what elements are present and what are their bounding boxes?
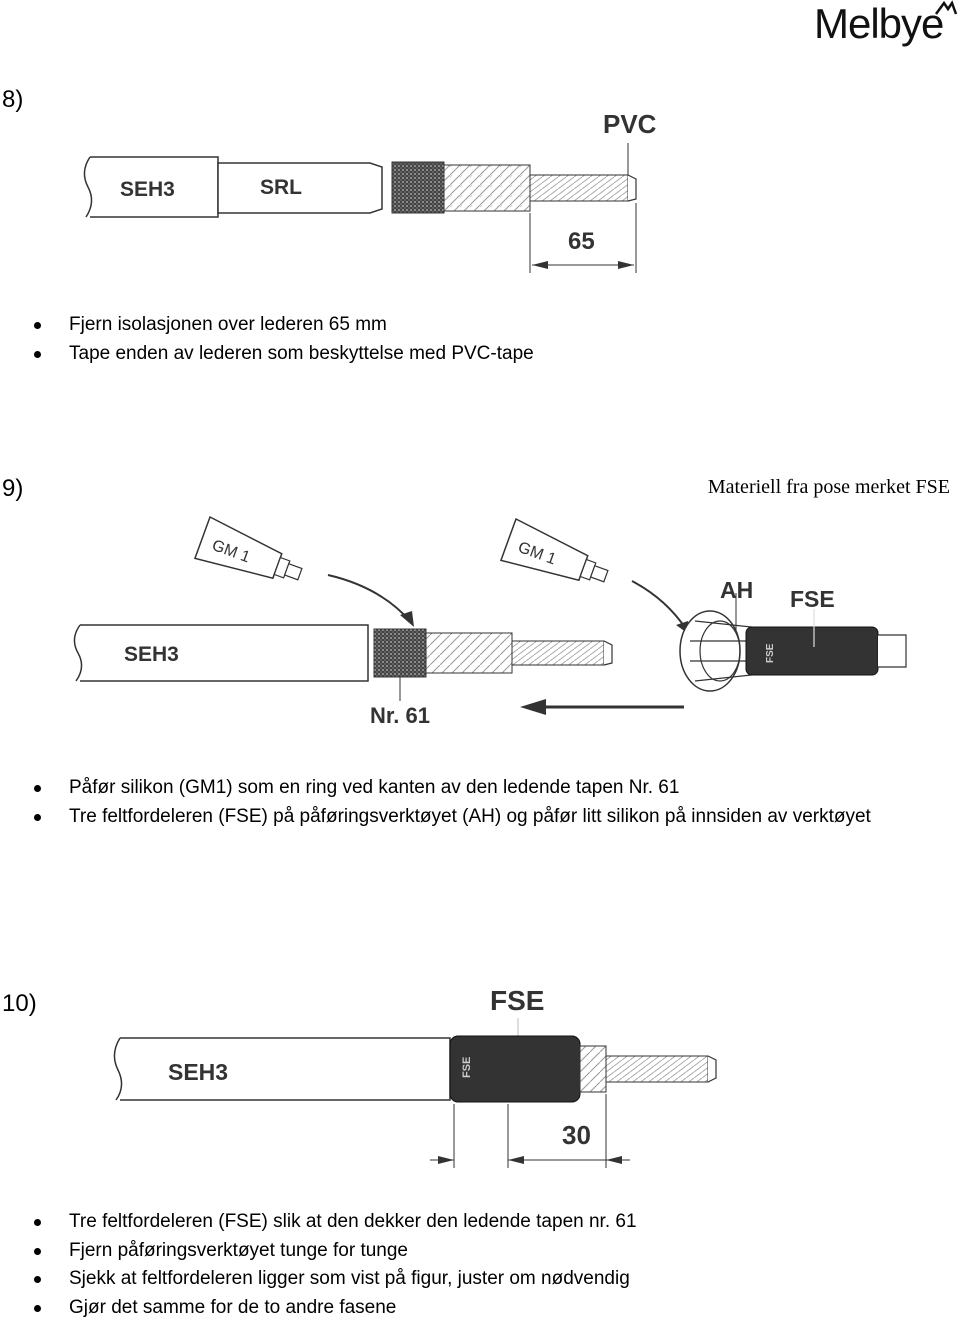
label-dimension-30: 30 <box>562 1120 591 1150</box>
material-note: Materiell fra pose merket FSE <box>707 476 950 498</box>
label-fse-on-sleeve: FSE <box>765 643 776 663</box>
label-fse-on-sleeve: FSE <box>461 1056 473 1078</box>
arrow-apply-silicone <box>328 575 410 621</box>
brand-logo <box>814 0 960 48</box>
label-seh3: SEH3 <box>168 1059 229 1085</box>
list-item: Fjern isolasjonen over lederen 65 mm <box>0 311 534 340</box>
brand-name: Melbye <box>814 0 944 47</box>
gm1-tube-right <box>501 519 614 596</box>
braid-screen <box>580 1046 606 1092</box>
step-10-instructions <box>0 1208 637 1322</box>
braid-screen <box>426 633 512 673</box>
step-10-result-diagram <box>110 982 730 1172</box>
label-seh3: SEH3 <box>124 643 179 666</box>
conductor <box>606 1056 708 1082</box>
label-gm1-left: GM 1 <box>209 537 253 567</box>
step-9-instructions <box>0 774 871 831</box>
seh3-jacket <box>114 1038 450 1100</box>
seh3-jacket <box>74 625 368 681</box>
pvc-tape-end <box>604 641 612 665</box>
conductor <box>512 641 604 665</box>
braid-screen <box>444 165 530 211</box>
list-item: Påfør silikon (GM1) som en ring ved kanten av den ledende tapen Nr. 61 <box>0 774 871 803</box>
conductive-tape-nr61 <box>374 629 426 677</box>
label-srl: SRL <box>260 176 302 199</box>
label-gm1-right: GM 1 <box>515 539 559 569</box>
list-item: Tape enden av lederen som beskyttelse med PVC-tape <box>0 340 534 369</box>
label-dimension-65: 65 <box>568 228 595 255</box>
list-item: Tre feltfordeleren (FSE) slik at den dekker den ledende tapen nr. 61 <box>0 1208 637 1237</box>
label-pvc: PVC <box>603 109 657 139</box>
label-fse: FSE <box>790 586 835 612</box>
conductive-tape <box>392 162 444 213</box>
gm1-tube-left <box>195 517 308 594</box>
brand-mark-icon <box>934 0 958 16</box>
dimension-30 <box>430 1094 630 1168</box>
step-8-instructions <box>0 311 534 368</box>
step-9-application-diagram <box>70 505 930 735</box>
step-8-number: 8) <box>2 86 24 113</box>
step-10-number: 10) <box>2 990 37 1017</box>
tool-tongues <box>878 635 906 667</box>
list-item: Sjekk at feltfordeleren ligger som vist på figur, juster om nødvendig <box>0 1265 637 1294</box>
label-nr61: Nr. 61 <box>370 703 430 728</box>
step-9-number: 9) <box>2 475 24 502</box>
conductor <box>530 175 628 201</box>
pvc-tape-end <box>708 1056 716 1082</box>
list-item: Fjern påføringsverktøyet tunge for tunge <box>0 1237 637 1266</box>
step-8-cable-diagram <box>70 105 660 280</box>
arrow-apply-silicone-tool <box>632 581 686 629</box>
label-seh3: SEH3 <box>120 178 175 201</box>
arrow-left-icon <box>520 699 546 715</box>
label-ah: AH <box>720 577 754 603</box>
pvc-tape-end <box>628 175 636 201</box>
list-item: Tre feltfordeleren (FSE) på påføringsverktøyet (AH) og påfør litt silikon på innsiden av verktøyet <box>0 803 871 832</box>
list-item: Gjør det samme for de to andre fasene <box>0 1294 637 1322</box>
label-fse: FSE <box>490 985 545 1016</box>
